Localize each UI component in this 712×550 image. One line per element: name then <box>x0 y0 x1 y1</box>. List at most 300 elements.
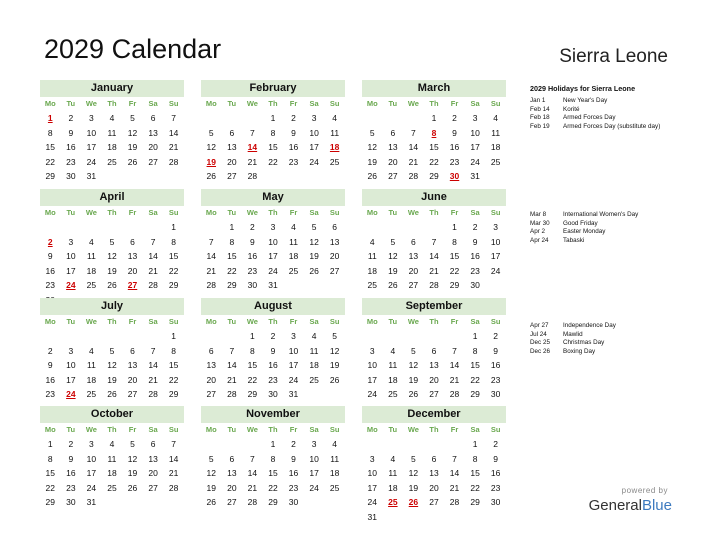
day-cell: 22 <box>470 482 480 493</box>
weekday-label: Tu <box>388 317 398 326</box>
weekday-label: Th <box>429 317 439 326</box>
day-cell: 11 <box>330 453 340 464</box>
weekday-label: Tu <box>227 317 237 326</box>
day-cell: 19 <box>107 265 117 276</box>
brand-logo[interactable] <box>589 497 672 514</box>
day-cell: 26 <box>388 280 398 290</box>
weekday-label: Mo <box>44 208 56 217</box>
weekday-label: Su <box>490 317 501 326</box>
day-cell: 9 <box>47 251 53 261</box>
day-cell: 15 <box>45 142 56 152</box>
holiday-date: Jul 24 <box>530 330 547 338</box>
day-cell: 13 <box>429 360 439 370</box>
day-cell: 22 <box>168 374 179 385</box>
day-cell: 2 <box>68 439 74 449</box>
day-cell: 25 <box>107 482 117 493</box>
empty-day-cell <box>122 329 143 344</box>
day-cell: 24 <box>490 265 501 276</box>
day-cell: 19 <box>388 265 398 276</box>
empty-day-cell <box>403 111 424 126</box>
day-cell: 11 <box>491 127 501 138</box>
month-grid <box>362 315 506 402</box>
day-cell: 10 <box>309 127 319 138</box>
day-cell: 30 <box>268 389 278 399</box>
weekday-label: We <box>407 208 419 217</box>
day-cell: 10 <box>268 236 278 247</box>
holiday-row <box>530 106 700 115</box>
day-cell: 7 <box>452 345 457 356</box>
month-header: May <box>201 189 345 206</box>
day-cell: 16 <box>470 251 480 261</box>
weekday-label: Su <box>490 425 501 434</box>
weekday-label: We <box>85 317 97 326</box>
weekday-label: We <box>246 425 258 434</box>
day-cell: 23 <box>470 265 480 276</box>
day-cell: 17 <box>66 265 76 276</box>
day-cell: 2 <box>452 113 457 123</box>
day-cell: 2 <box>250 222 255 232</box>
day-cell: 13 <box>148 127 158 138</box>
weekday-label: Fr <box>289 208 298 217</box>
day-cell: 6 <box>431 345 437 356</box>
empty-day-cell <box>424 437 445 452</box>
day-cell: 4 <box>369 236 375 247</box>
day-cell: 10 <box>66 251 76 261</box>
day-cell: 28 <box>449 389 460 399</box>
holiday-date: Mar 8 <box>530 211 547 218</box>
holiday-name: Korité <box>563 105 580 113</box>
day-cell: 16 <box>490 468 501 478</box>
month-header: February <box>201 80 345 97</box>
day-cell: 2 <box>68 113 74 123</box>
day-cell: 26 <box>367 171 378 181</box>
month-grid <box>201 315 345 402</box>
day-cell: 18 <box>490 142 501 152</box>
day-cell: 6 <box>130 345 135 356</box>
day-cell: 22 <box>268 482 278 493</box>
day-cell: 10 <box>86 453 97 464</box>
day-cell: 29 <box>168 280 179 290</box>
weekday-label: Th <box>429 425 439 434</box>
holiday-group <box>530 211 700 245</box>
holiday-date: Feb 14 <box>530 105 550 113</box>
day-cell: 4 <box>89 236 94 247</box>
month-december <box>362 406 506 524</box>
day-cell: 14 <box>408 142 419 152</box>
day-cell: 22 <box>470 374 480 385</box>
day-cell: 21 <box>148 265 158 276</box>
day-cell: 20 <box>127 374 138 385</box>
day-cell: 12 <box>408 360 419 370</box>
day-cell: 24 <box>268 265 278 276</box>
weekday-label: Fr <box>289 99 298 108</box>
day-cell: 1 <box>47 439 53 449</box>
day-cell: 23 <box>268 374 278 385</box>
weekday-label: We <box>246 208 258 217</box>
day-cell: 27 <box>148 156 158 167</box>
weekday-label: Su <box>329 99 340 108</box>
day-cell: 19 <box>309 251 319 261</box>
day-cell: 13 <box>206 360 217 370</box>
day-cell: 16 <box>66 468 76 478</box>
day-cell: 24 <box>367 389 378 399</box>
holiday-name: Boxing Day <box>563 347 596 355</box>
day-cell: 7 <box>150 345 156 356</box>
day-cell: 7 <box>411 127 416 138</box>
day-cell: 28 <box>449 497 460 507</box>
day-cell: 4 <box>332 439 338 449</box>
day-cell: 11 <box>367 251 377 261</box>
weekday-label: We <box>85 208 97 217</box>
weekday-label: Fr <box>128 425 137 434</box>
day-cell: 20 <box>148 142 158 152</box>
day-cell: 29 <box>45 171 56 181</box>
weekday-label: Th <box>107 425 117 434</box>
weekday-label: Mo <box>366 317 378 326</box>
weekday-label: We <box>85 425 97 434</box>
weekday-label: Fr <box>450 317 459 326</box>
day-cell: 18 <box>107 142 117 152</box>
holiday-day-cell: 30 <box>449 171 460 181</box>
day-cell: 29 <box>247 389 258 399</box>
day-cell: 13 <box>329 236 340 247</box>
day-cell: 11 <box>289 236 298 247</box>
weekday-label: Tu <box>388 208 398 217</box>
day-cell: 16 <box>66 142 76 152</box>
page-title: 2029 Calendar <box>44 34 222 64</box>
day-cell: 17 <box>309 468 319 478</box>
day-cell: 20 <box>227 482 237 493</box>
day-cell: 7 <box>171 113 177 123</box>
day-cell: 17 <box>470 142 480 152</box>
day-cell: 8 <box>171 236 177 247</box>
day-cell: 21 <box>408 156 419 167</box>
weekday-label: We <box>85 99 97 108</box>
day-cell: 23 <box>247 265 258 276</box>
day-cell: 1 <box>270 113 276 123</box>
day-cell: 30 <box>490 389 501 399</box>
holiday-name: New Year's Day <box>563 97 608 104</box>
day-cell: 12 <box>329 345 340 356</box>
empty-day-cell <box>143 329 164 344</box>
day-cell: 10 <box>86 127 97 138</box>
day-cell: 11 <box>86 360 96 370</box>
weekday-label: Su <box>329 425 340 434</box>
day-cell: 25 <box>86 389 97 399</box>
day-cell: 5 <box>109 236 115 247</box>
holiday-day-cell: 24 <box>66 389 76 399</box>
day-cell: 10 <box>367 468 378 478</box>
day-cell: 31 <box>470 171 480 181</box>
day-cell: 20 <box>148 468 158 478</box>
day-cell: 9 <box>68 453 74 464</box>
weekday-label: Th <box>268 208 278 217</box>
day-cell: 19 <box>408 482 419 493</box>
month-november <box>201 406 345 510</box>
weekday-label: Tu <box>66 425 76 434</box>
day-cell: 25 <box>490 156 501 167</box>
empty-day-cell <box>242 111 263 126</box>
day-cell: 16 <box>449 142 460 152</box>
weekday-label: Fr <box>289 425 298 434</box>
empty-day-cell <box>403 220 424 235</box>
day-cell: 17 <box>309 142 319 152</box>
day-cell: 17 <box>288 360 299 370</box>
day-cell: 19 <box>367 156 378 167</box>
holiday-date: Jan 1 <box>530 97 546 104</box>
day-cell: 23 <box>66 482 76 493</box>
day-cell: 8 <box>171 345 177 356</box>
day-cell: 24 <box>309 156 319 167</box>
holiday-day-cell: 25 <box>388 497 398 507</box>
day-cell: 6 <box>150 439 156 449</box>
month-june <box>362 189 506 293</box>
day-cell: 29 <box>268 497 278 507</box>
day-cell: 21 <box>429 265 439 276</box>
day-cell: 2 <box>493 439 499 449</box>
day-cell: 3 <box>291 331 296 341</box>
weekday-label: Tu <box>227 208 237 217</box>
weekday-label: Tu <box>66 208 76 217</box>
day-cell: 3 <box>369 345 375 356</box>
day-cell: 27 <box>429 389 439 399</box>
day-cell: 16 <box>45 374 56 385</box>
day-cell: 24 <box>86 156 97 167</box>
day-cell: 22 <box>168 265 179 276</box>
day-cell: 15 <box>247 360 258 370</box>
day-cell: 18 <box>86 265 97 276</box>
day-cell: 8 <box>250 345 255 356</box>
day-cell: 23 <box>449 156 460 167</box>
holiday-date: Apr 2 <box>530 228 546 236</box>
holiday-row <box>530 114 700 123</box>
day-cell: 4 <box>390 453 396 464</box>
day-cell: 1 <box>171 331 177 341</box>
day-cell: 13 <box>227 142 237 152</box>
empty-day-cell <box>424 220 445 235</box>
day-cell: 12 <box>206 142 217 152</box>
day-cell: 21 <box>247 482 258 493</box>
day-cell: 16 <box>268 360 278 370</box>
day-cell: 19 <box>329 360 340 370</box>
month-grid <box>362 206 506 293</box>
weekday-label: Mo <box>366 99 378 108</box>
day-cell: 22 <box>247 374 258 385</box>
day-cell: 13 <box>148 453 158 464</box>
day-cell: 25 <box>86 280 97 290</box>
month-grid <box>40 97 184 184</box>
weekday-label: Mo <box>366 208 378 217</box>
holiday-row <box>530 348 700 357</box>
day-cell: 21 <box>247 156 258 167</box>
weekday-label: We <box>246 317 258 326</box>
day-cell: 14 <box>247 468 258 478</box>
day-cell: 12 <box>206 468 217 478</box>
weekday-label: Mo <box>205 317 217 326</box>
day-cell: 26 <box>127 482 138 493</box>
day-cell: 5 <box>411 345 416 356</box>
day-cell: 27 <box>388 171 398 181</box>
month-grid <box>201 206 345 293</box>
day-cell: 6 <box>431 453 437 464</box>
month-header: October <box>40 406 184 423</box>
day-cell: 19 <box>107 374 117 385</box>
weekday-label: We <box>407 317 419 326</box>
day-cell: 11 <box>388 468 398 478</box>
day-cell: 19 <box>127 142 138 152</box>
day-cell: 30 <box>66 171 76 181</box>
day-cell: 6 <box>229 127 235 138</box>
empty-day-cell <box>222 329 243 344</box>
empty-day-cell <box>444 329 465 344</box>
holiday-row <box>530 97 700 106</box>
day-cell: 13 <box>127 360 138 370</box>
day-cell: 25 <box>288 265 299 276</box>
day-cell: 27 <box>329 265 340 276</box>
empty-day-cell <box>403 329 424 344</box>
day-cell: 14 <box>148 360 158 370</box>
day-cell: 18 <box>107 468 117 478</box>
day-cell: 11 <box>309 345 319 356</box>
day-cell: 10 <box>490 236 501 247</box>
day-cell: 29 <box>429 171 439 181</box>
weekday-label: Su <box>168 99 179 108</box>
day-cell: 2 <box>270 331 276 341</box>
holiday-day-cell: 19 <box>206 156 217 167</box>
empty-day-cell <box>242 437 263 452</box>
weekday-label: Sa <box>470 425 480 434</box>
day-cell: 30 <box>490 497 501 507</box>
day-cell: 28 <box>148 389 158 399</box>
day-cell: 29 <box>227 280 237 290</box>
day-cell: 24 <box>367 497 378 507</box>
empty-day-cell <box>201 220 222 235</box>
day-cell: 3 <box>270 222 276 232</box>
country-name: Sierra Leone <box>559 46 668 67</box>
weekday-label: Mo <box>205 425 217 434</box>
month-january <box>40 80 184 184</box>
month-header: September <box>362 298 506 315</box>
weekday-label: Sa <box>470 99 480 108</box>
day-cell: 14 <box>449 468 460 478</box>
day-cell: 14 <box>168 453 179 464</box>
weekday-label: We <box>246 99 258 108</box>
holiday-date: Dec 25 <box>530 339 550 347</box>
day-cell: 26 <box>206 171 217 181</box>
weekday-label: Sa <box>309 317 319 326</box>
month-header: December <box>362 406 506 423</box>
day-cell: 3 <box>89 113 94 123</box>
day-cell: 14 <box>227 360 237 370</box>
weekday-label: Sa <box>148 425 158 434</box>
month-april <box>40 189 184 307</box>
day-cell: 20 <box>127 265 138 276</box>
weekday-label: Mo <box>205 99 217 108</box>
day-cell: 15 <box>168 360 179 370</box>
day-cell: 26 <box>107 389 117 399</box>
day-cell: 23 <box>490 374 501 385</box>
empty-day-cell <box>383 329 404 344</box>
day-cell: 3 <box>311 113 317 123</box>
weekday-label: Su <box>168 208 179 217</box>
holiday-day-cell: 18 <box>329 142 340 152</box>
month-grid <box>40 423 184 510</box>
day-cell: 21 <box>449 482 460 493</box>
day-cell: 16 <box>288 468 299 478</box>
day-cell: 30 <box>247 280 258 290</box>
day-cell: 10 <box>66 360 76 370</box>
weekday-label: Mo <box>44 99 56 108</box>
day-cell: 15 <box>227 251 237 261</box>
day-cell: 24 <box>288 374 299 385</box>
day-cell: 5 <box>411 453 416 464</box>
weekday-label: Tu <box>388 425 398 434</box>
day-cell: 28 <box>168 482 179 493</box>
day-cell: 30 <box>288 497 299 507</box>
day-cell: 31 <box>86 171 97 181</box>
day-cell: 6 <box>411 236 416 247</box>
empty-day-cell <box>222 111 243 126</box>
day-cell: 16 <box>490 360 501 370</box>
day-cell: 25 <box>329 156 340 167</box>
day-cell: 7 <box>171 439 177 449</box>
empty-day-cell <box>383 111 404 126</box>
day-cell: 13 <box>408 251 419 261</box>
day-cell: 22 <box>227 265 237 276</box>
month-august <box>201 298 345 402</box>
day-cell: 19 <box>127 468 138 478</box>
month-header: July <box>40 298 184 315</box>
weekday-label: Sa <box>309 208 319 217</box>
day-cell: 29 <box>470 497 480 507</box>
month-header: November <box>201 406 345 423</box>
holiday-group <box>530 84 700 131</box>
day-cell: 8 <box>47 453 53 464</box>
weekday-label: Fr <box>450 99 459 108</box>
day-cell: 17 <box>86 142 97 152</box>
weekday-label: Su <box>168 317 179 326</box>
day-cell: 18 <box>388 374 398 385</box>
day-cell: 11 <box>86 251 96 261</box>
day-cell: 20 <box>329 251 340 261</box>
month-september <box>362 298 506 402</box>
day-cell: 28 <box>227 389 237 399</box>
day-cell: 28 <box>206 280 217 290</box>
holiday-name: Mawlid <box>563 330 583 338</box>
day-cell: 14 <box>449 360 460 370</box>
weekday-label: Sa <box>309 425 319 434</box>
holiday-day-cell: 27 <box>127 280 138 290</box>
day-cell: 30 <box>470 280 480 290</box>
holiday-date: Mar 30 <box>530 219 550 227</box>
day-cell: 18 <box>388 482 398 493</box>
day-cell: 25 <box>309 374 319 385</box>
day-cell: 16 <box>45 265 56 276</box>
empty-day-cell <box>61 329 82 344</box>
day-cell: 9 <box>250 236 255 247</box>
weekday-label: Sa <box>309 99 319 108</box>
holiday-date: Feb 18 <box>530 114 550 122</box>
day-cell: 18 <box>309 360 319 370</box>
day-cell: 10 <box>367 360 378 370</box>
day-cell: 3 <box>493 222 499 232</box>
day-cell: 12 <box>127 453 138 464</box>
day-cell: 11 <box>107 453 117 464</box>
weekday-label: Su <box>168 425 179 434</box>
day-cell: 26 <box>107 280 117 290</box>
day-cell: 7 <box>150 236 156 247</box>
day-cell: 5 <box>208 127 214 138</box>
